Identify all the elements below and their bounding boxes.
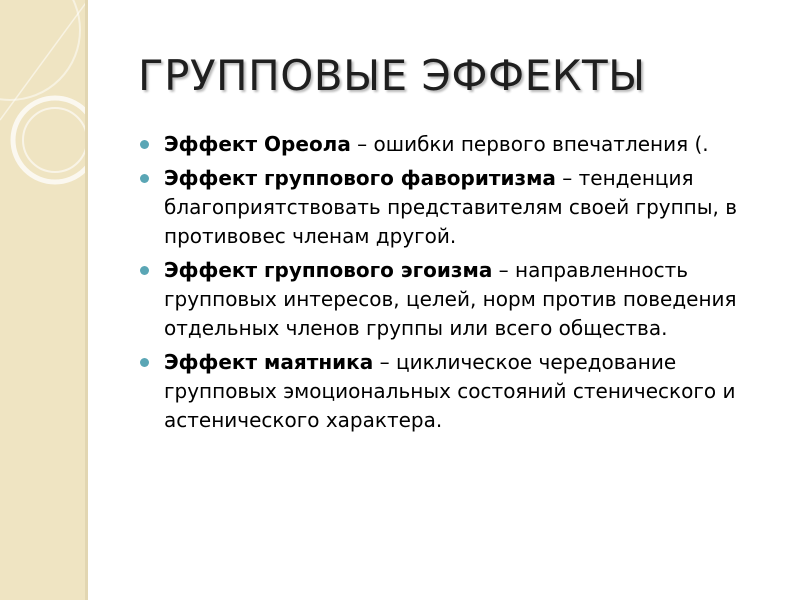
bullet-term: Эффект Ореола [164, 132, 351, 156]
bullet-text: – направленность групповых интересов, целей, норм против поведения отдельных членов группы или всего общества. [164, 258, 737, 340]
bullet-item [140, 348, 788, 435]
bullet-text: – циклическое чередование групповых эмоциональных состояний стенического и астенического характера. [164, 350, 736, 432]
bullet-item [140, 256, 788, 343]
bullet-term: Эффект группового фаворитизма [164, 166, 556, 190]
slide-title: ГРУППОВЫЕ ЭФФЕКТЫ [138, 51, 646, 100]
bullet-term: Эффект маятника [164, 350, 374, 374]
decorative-side-panel [0, 0, 88, 600]
bullet-item [140, 164, 788, 251]
bullet-item [140, 130, 788, 159]
bullet-dot-icon [140, 140, 149, 149]
bullet-dot-icon [140, 174, 149, 183]
side-panel-edge [85, 0, 88, 600]
bullet-dot-icon [140, 266, 149, 275]
bullet-text: – ошибки первого впечатления (. [350, 132, 709, 156]
bullet-list [140, 130, 788, 440]
bullet-term: Эффект группового эгоизма [164, 258, 493, 282]
bullet-text: – тенденция благоприятствовать представителям своей группы, в противовес членам другой. [164, 166, 738, 248]
bullet-dot-icon [140, 358, 149, 367]
decorative-circles [0, 0, 88, 600]
